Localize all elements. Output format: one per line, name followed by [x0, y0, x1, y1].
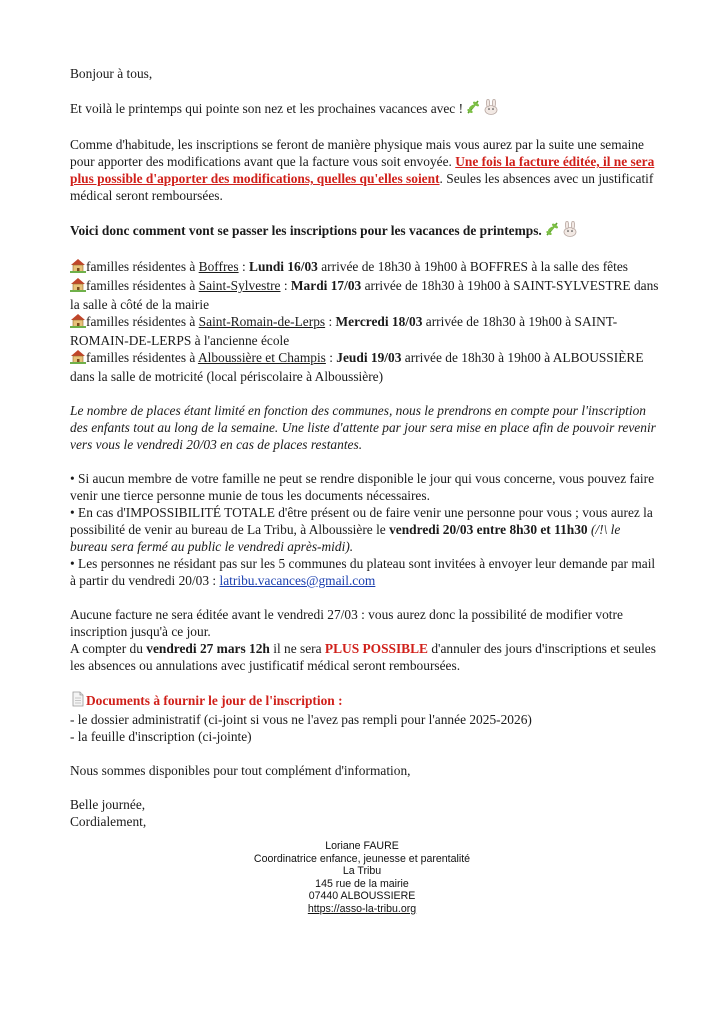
session-date: Mercredi 18/03: [335, 314, 423, 329]
website-link[interactable]: https://asso-la-tribu.org: [307, 902, 417, 915]
commune-name: Saint-Sylvestre: [198, 278, 281, 293]
session-item: familles résidentes à Alboussière et Champis : Jeudi 19/03 arrivée de 18h30 à 19h00 à ALBOUSSIÈRE dans la salle de motricité (local périscolaire à Alboussière): [70, 350, 644, 384]
documents-heading: [70, 691, 660, 711]
intro-line: [70, 99, 660, 119]
signature-street: 145 rue de la mairie: [315, 877, 409, 890]
session-date: Jeudi 19/03: [336, 350, 402, 365]
no-longer-possible: PLUS POSSIBLE: [324, 641, 428, 656]
greeting: Bonjour à tous,: [70, 66, 153, 81]
intro-text: Et voilà le printemps qui pointe son nez et les prochaines vacances avec !: [70, 101, 464, 116]
para1-text: Comme d'habitude, les inscriptions se feront de manière physique mais vous aurez par la suite une semaine pour apporter des modifications avant que la facture vous soit envoyée.: [70, 137, 644, 169]
signature-role: Coordinatrice enfance, jeunesse et parentalité: [253, 852, 471, 865]
house-icon: [70, 277, 86, 296]
session-item: familles résidentes à Saint-Romain-de-Lerps : Mercredi 18/03 arrivée de 18h30 à 19h00 à SAINT-ROMAIN-DE-LERPS à l'ancienne école: [70, 314, 618, 348]
commune-name: Boffres: [198, 259, 239, 274]
commune-name: Alboussière et Champis: [197, 350, 326, 365]
para1-end: . Seules les absences avec un justificatif médical seront remboursées.: [70, 171, 654, 203]
signature-name: Loriane FAURE: [325, 840, 399, 852]
section-heading: [70, 221, 660, 241]
para1-emphasis: Une fois la facture éditée, il ne sera plus possible d'apporter des modifications, quelles qu'elles soient: [70, 154, 655, 186]
paragraph-modalities: [70, 136, 660, 204]
house-icon: [70, 258, 86, 277]
cancellation-info: A compter du vendredi 27 mars 12h il ne sera PLUS POSSIBLE d'annuler des jours d'inscriptions et seules les absences ou annulations avec justificatif médical seront remboursées.: [70, 641, 656, 673]
house-icon: [70, 313, 86, 332]
closing-line: Belle journée,: [70, 797, 146, 812]
bullet-office: • En cas d'IMPOSSIBILITÉ TOTALE d'être présent ou de faire venir une personne pour vous ; vous aurez la possibilité de venir au bureau de La Tribu, à Alboussière le vendredi 20/03 entre 8h30 et 11h30 (/!\ le bureau sera fermé au public le vendredi après-midi).: [70, 505, 653, 554]
email-body: [70, 65, 660, 830]
session-date: Mardi 17/03: [290, 278, 362, 293]
invoice-info: Aucune facture ne sera éditée avant le vendredi 27/03 : vous aurez donc la possibilité de modifier votre inscription jusqu'à ce jour.: [70, 607, 623, 639]
availability: Nous sommes disponibles pour tout complément d'information,: [70, 763, 411, 778]
session-item: familles résidentes à Boffres : Lundi 16/03 arrivée de 18h30 à 19h00 à BOFFRES à la salle des fêtes: [70, 258, 660, 277]
house-icon: [70, 349, 86, 368]
office-slot: vendredi 20/03 entre 8h30 et 11h30: [389, 522, 588, 537]
commune-name: Saint-Romain-de-Lerps: [198, 314, 326, 329]
plant-bunny-icon: [466, 99, 500, 119]
session-item: familles résidentes à Saint-Sylvestre : Mardi 17/03 arrivée de 18h30 à 19h00 à SAINT-SYLVESTRE dans la salle à côté de la mairie: [70, 278, 659, 312]
signature-block: [0, 840, 724, 916]
documents-title: Documents à fournir le jour de l'inscription :: [86, 693, 343, 708]
bullet-outside: • Les personnes ne résidant pas sur les 5 communes du plateau sont invitées à envoyer leur demande par mail à partir du vendredi 20/03 : latribu.vacances@gmail.com: [70, 556, 656, 588]
session-date: Lundi 16/03: [249, 259, 318, 274]
signature-city: 07440 ALBOUSSIERE: [308, 890, 416, 903]
plant-bunny-icon: [545, 221, 579, 241]
waiting-list-note: Le nombre de places étant limité en fonction des communes, nous le prendrons en compte pour l'inscription des enfants tout au long de la semaine. Une liste d'attente par jour sera mise en place afin de pouvoir revenir vers vous le vendredi 20/03 en cas de places restantes.: [70, 403, 656, 452]
email-link[interactable]: latribu.vacances@gmail.com: [219, 573, 376, 588]
document-icon: [70, 691, 86, 711]
heading-text: Voici donc comment vont se passer les inscriptions pour les vacances de printemps.: [70, 223, 542, 238]
doc-item: - la feuille d'inscription (ci-jointe): [70, 729, 252, 744]
doc-item: - le dossier administratif (ci-joint si vous ne l'avez pas rempli pour l'année 2025-2026): [70, 712, 532, 727]
closing-line: Cordialement,: [70, 814, 147, 829]
bullet-third-party: • Si aucun membre de votre famille ne peut se rendre disponible le jour qui vous concerne, vous pouvez faire venir une tierce personne munie de tous les documents nécessaires.: [70, 471, 655, 503]
signature-org: La Tribu: [342, 865, 382, 878]
